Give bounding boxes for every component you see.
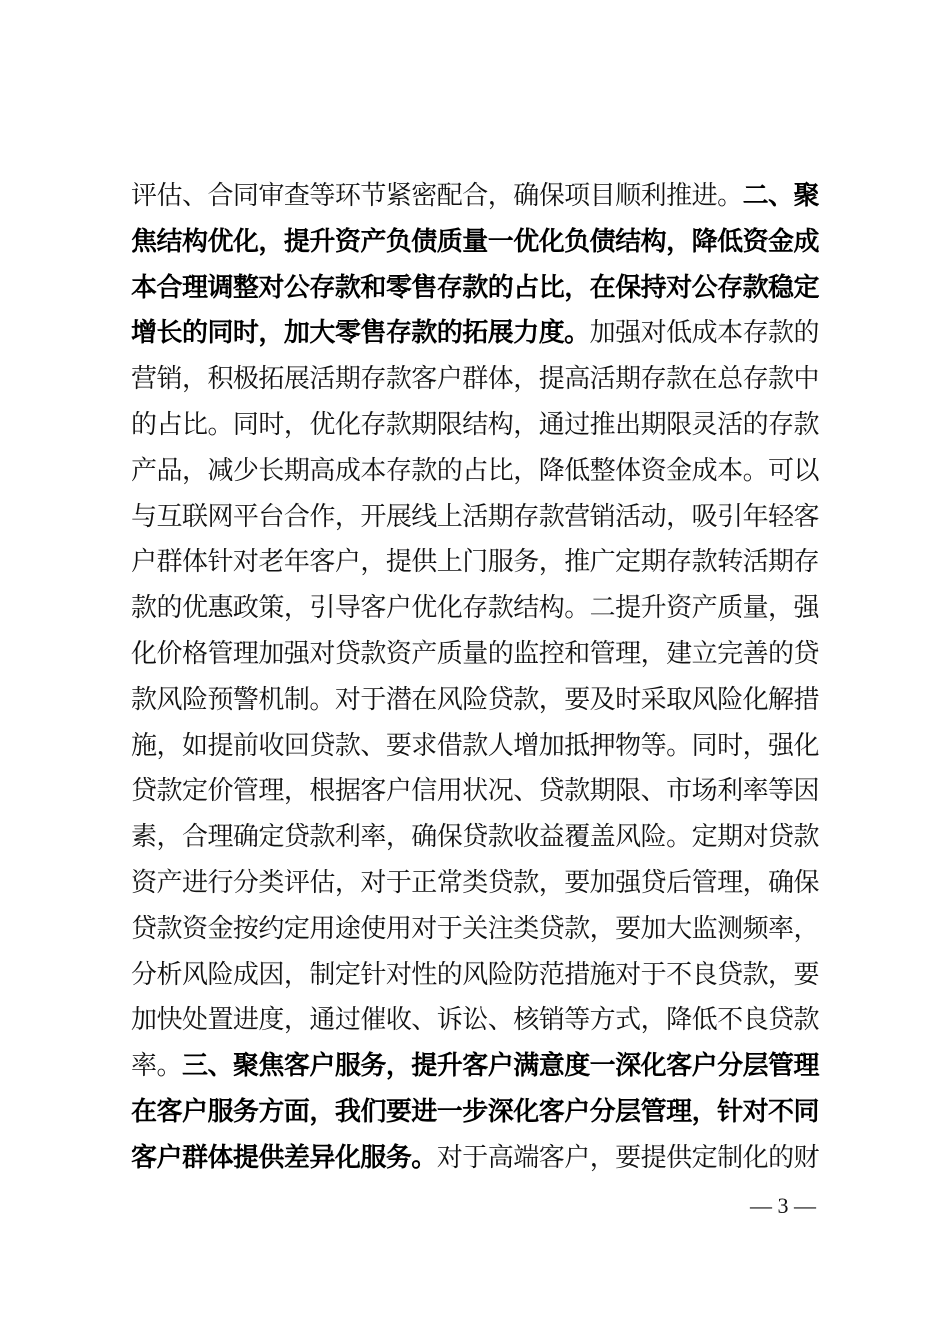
text-line — [131, 495, 819, 541]
text-line — [131, 632, 819, 678]
text-segment: 与互联网平台合作，开展线上活期存款营销活动，吸引年轻客 — [131, 501, 819, 532]
text-segment: 评估、合同审查等环节紧密配合，确保项目顺利推进。 — [131, 181, 743, 211]
text-line — [131, 1044, 819, 1090]
text-segment: 户群体针对老年客户，提供上门服务，推广定期存款转活期存 — [131, 547, 819, 578]
page-number: — 3 — — [750, 1193, 816, 1218]
text-line — [131, 1136, 819, 1182]
text-segment: 对于高端客户，要提供定制化的财 — [436, 1142, 820, 1173]
text-line — [131, 907, 819, 953]
text-segment: 贷款定价管理，根据客户信用状况、贷款期限、市场利率等因 — [131, 776, 819, 807]
text-segment: 在客户服务方面，我们要进一步深化客户分层管理，针对不同 — [131, 1096, 819, 1127]
text-line — [131, 266, 819, 312]
text-segment: 款的优惠政策，引导客户优化存款结构。二提升资产质量，强 — [131, 593, 819, 624]
text-line — [131, 724, 819, 770]
text-line — [131, 403, 819, 449]
text-line — [131, 861, 819, 907]
text-segment: 产品，减少长期高成本存款的占比，降低整体资金成本。可以 — [131, 455, 819, 486]
text-segment: 焦结构优化，提升资产负债质量一优化负债结构，降低资金成 — [131, 226, 819, 257]
text-line — [131, 953, 819, 999]
text-line — [131, 815, 819, 861]
text-segment: 贷款资金按约定用途使用对于关注类贷款，要加大监测频率， — [131, 913, 819, 944]
text-line — [131, 678, 819, 724]
text-line — [131, 540, 819, 586]
text-segment: 增长的同时，加大零售存款的拓展力度。 — [131, 318, 590, 349]
text-segment: 资产进行分类评估，对于正常类贷款，要加强贷后管理，确保 — [131, 867, 819, 898]
text-line — [131, 769, 819, 815]
text-segment: 本合理调整对公存款和零售存款的占比，在保持对公存款稳定 — [131, 272, 819, 303]
text-segment: 化价格管理加强对贷款资产质量的监控和管理，建立完善的贷 — [131, 638, 819, 669]
body-paragraph — [131, 174, 819, 1182]
text-segment: 素，合理确定贷款利率，确保贷款收益覆盖风险。定期对贷款 — [131, 822, 819, 853]
text-segment: 款风险预警机制。对于潜在风险贷款，要及时采取风险化解措 — [131, 684, 819, 715]
text-segment: 客户群体提供差异化服务。 — [131, 1142, 437, 1173]
text-line — [131, 1090, 819, 1136]
text-segment: 施，如提前收回贷款、要求借款人增加抵押物等。同时，强化 — [131, 730, 819, 761]
text-segment: 加强对低成本存款的 — [589, 318, 819, 349]
text-line — [131, 174, 819, 220]
text-segment: 三、聚焦客户服务，提升客户满意度一深化客户分层管理 — [181, 1051, 819, 1082]
text-segment: 营销，积极拓展活期存款客户群体，提高活期存款在总存款中 — [131, 364, 819, 395]
text-line — [131, 449, 819, 495]
text-segment: 的占比。同时，优化存款期限结构，通过推出期限灵活的存款 — [131, 409, 819, 440]
text-line — [131, 586, 819, 632]
text-segment: 率。 — [131, 1051, 182, 1082]
text-segment: 二、聚 — [742, 181, 819, 211]
text-line — [131, 311, 819, 357]
text-segment: 分析风险成因，制定针对性的风险防范措施对于不良贷款，要 — [131, 959, 819, 990]
text-line — [131, 357, 819, 403]
text-line — [131, 220, 819, 266]
text-segment: 加快处置进度，通过催收、诉讼、核销等方式，降低不良贷款 — [131, 1005, 819, 1036]
text-line — [131, 998, 819, 1044]
